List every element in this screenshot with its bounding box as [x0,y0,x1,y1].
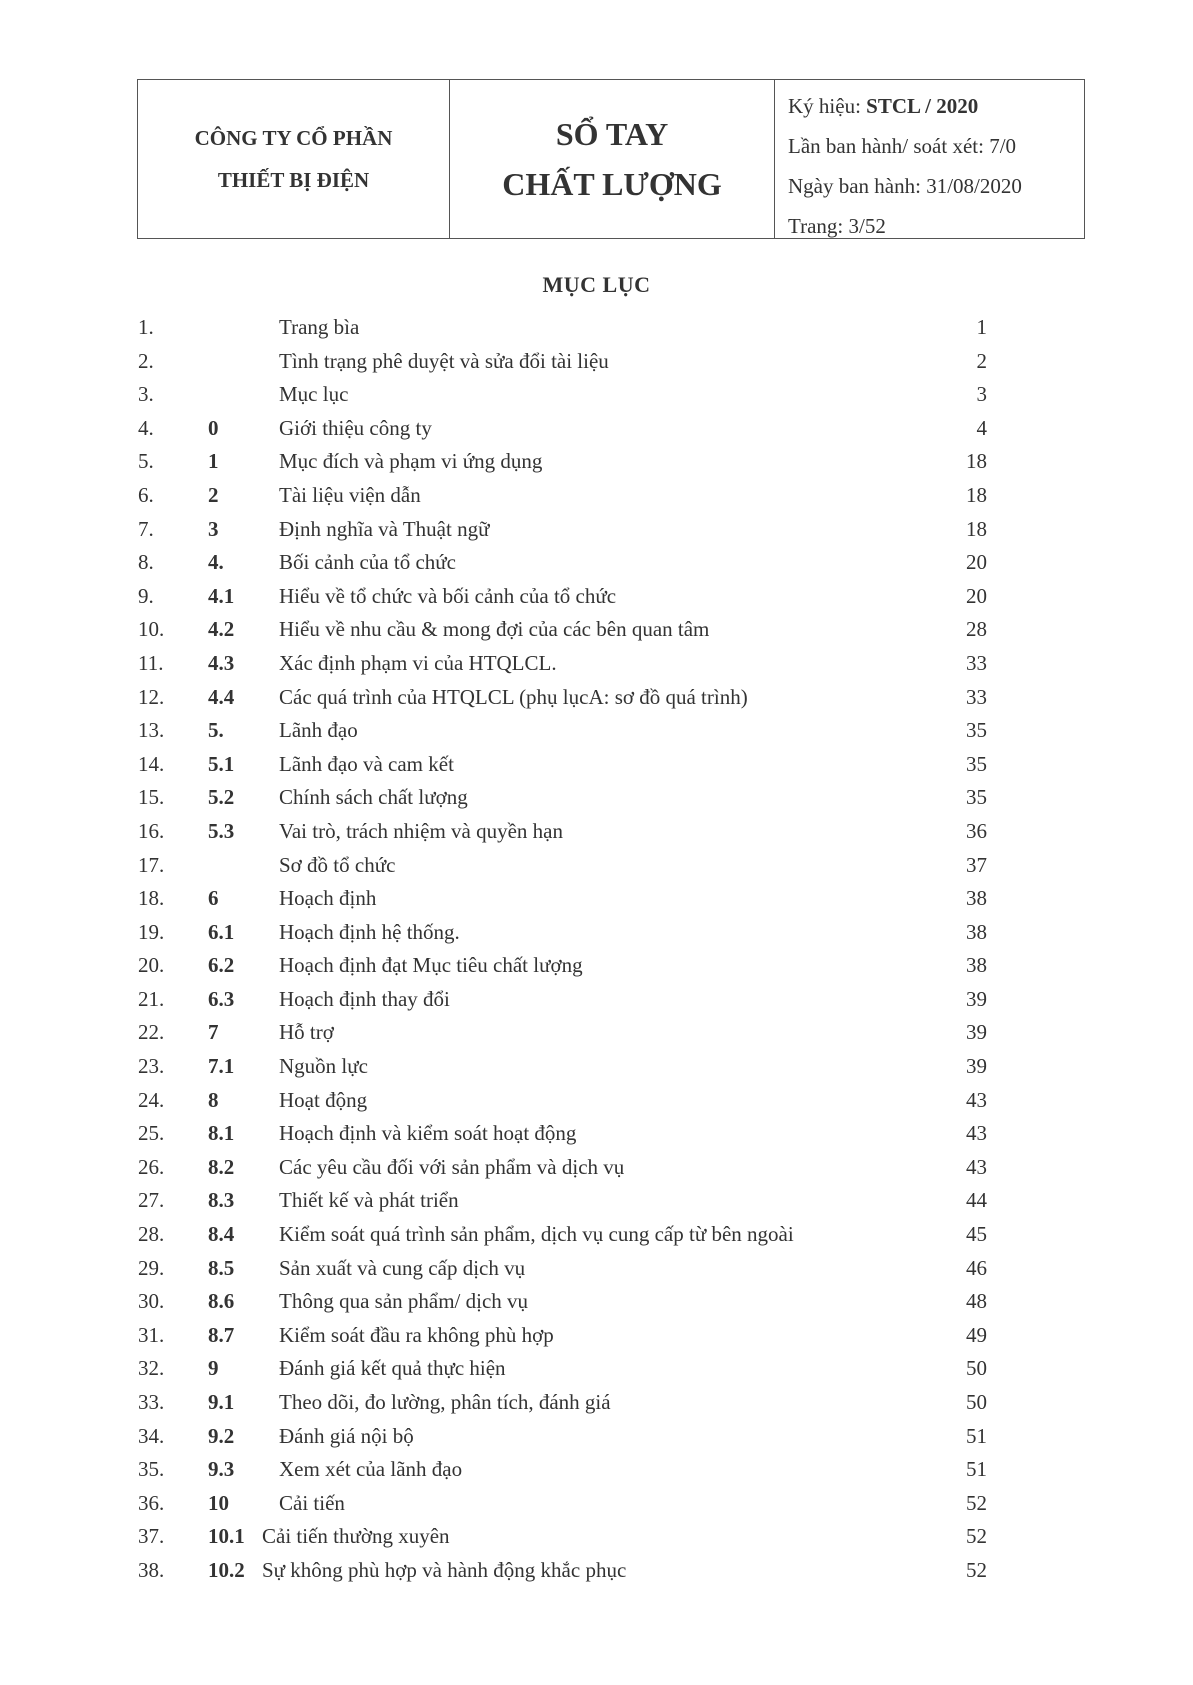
toc-entry-number: 23. [138,1054,165,1079]
toc-entry [0,714,1193,748]
toc-entry-title: Cải tiến [279,1490,345,1515]
toc-entry-section: 9.1 [208,1390,235,1414]
toc-entry [0,1319,1193,1353]
toc-entry-section: 7.1 [208,1054,235,1079]
toc-entry [0,1420,1193,1454]
toc-entry-page: 20 [966,550,987,575]
toc-entry-number: 14. [138,751,165,776]
toc-entry-section: 8 [208,1087,219,1112]
toc-entry-section: 8.7 [208,1322,235,1347]
toc-entry [0,1386,1193,1420]
toc-entry-section: 8.4 [208,1222,235,1247]
toc-entry-number: 3. [138,382,154,407]
toc-entry-number: 26. [138,1154,165,1179]
toc-entry-section: 8.6 [208,1289,235,1314]
toc-entry [0,949,1193,983]
toc-entry-page: 38 [966,953,987,978]
toc-entry [0,1184,1193,1218]
toc-entry-section: 3 [208,516,219,541]
toc-entry-page: 48 [966,1289,987,1314]
toc-entry-page: 52 [966,1490,987,1515]
toc-entry-title: Kiểm soát đầu ra không phù hợp [279,1322,554,1347]
toc-entry-section: 10.2 [208,1557,245,1582]
toc-entry [0,1117,1193,1151]
toc-entry-number: 29. [138,1255,165,1280]
toc-entry-number: 36. [138,1490,165,1515]
toc-entry-page: 3 [976,382,987,407]
toc-entry-number: 13. [138,718,165,743]
toc-entry-section: 8.5 [208,1255,235,1280]
toc-entry [0,781,1193,815]
toc-entry-page: 43 [966,1154,987,1179]
toc-entry [0,345,1193,379]
toc-entry [0,1554,1193,1588]
toc-entry-number: 17. [138,852,165,877]
toc-entry-number: 9. [138,583,154,608]
toc-entry [0,849,1193,883]
toc-entry-title: Hoạch định thay đổi [279,986,450,1011]
toc-entry-page: 38 [966,886,987,911]
toc-entry-title: Đánh giá nội bộ [279,1423,414,1448]
toc-entry-page: 51 [966,1457,987,1482]
toc-entry-section: 8.1 [208,1121,235,1146]
toc-entry-title: Lãnh đạo và cam kết [279,751,454,776]
toc-entry-title: Hoạch định [279,886,377,911]
toc-entry [0,1352,1193,1386]
toc-entry-number: 24. [138,1087,165,1112]
toc-entry-title: Kiểm soát quá trình sản phẩm, dịch vụ cung cấp từ bên ngoài [279,1222,794,1247]
toc-entry-section: 9 [208,1356,219,1381]
toc-entry-section: 6.3 [208,986,235,1011]
toc-entry-section: 9.3 [208,1457,235,1482]
toc-entry [0,378,1193,412]
page-indicator: Trang: 3/52 [788,214,886,238]
toc-entry-section: 6 [208,886,219,911]
toc-entry-title: Mục đích và phạm vi ứng dụng [279,449,543,474]
toc-entry-page: 39 [966,986,987,1011]
toc-entry-title: Chính sách chất lượng [279,785,468,810]
toc-entry-section: 4.4 [208,684,235,709]
toc-entry-section: 4.2 [208,617,235,642]
toc-entry-number: 16. [138,818,165,843]
toc-entry-page: 43 [966,1121,987,1146]
toc-entry-number: 31. [138,1322,165,1347]
company-name-line1: CÔNG TY CỔ PHẦN [194,126,393,150]
toc-entry-title: Định nghĩa và Thuật ngữ [279,516,490,541]
toc-entry-page: 45 [966,1222,987,1247]
toc-entry-section: 5.1 [208,751,235,776]
toc-entry-page: 44 [966,1188,987,1213]
toc-entry-page: 52 [966,1524,987,1549]
toc-entry [0,1050,1193,1084]
toc-entry [0,1487,1193,1521]
toc-entry-title: Mục lục [279,382,349,407]
toc-entry-section: 5. [208,718,224,743]
toc-entry-section: 5.2 [208,785,235,810]
toc-entry-title: Hỗ trợ [279,1020,334,1045]
toc-entry-page: 43 [966,1087,987,1112]
toc-entry-number: 19. [138,919,165,944]
toc-entry-number: 32. [138,1356,165,1381]
toc-entry-title: Hoạch định đạt Mục tiêu chất lượng [279,953,583,978]
toc-entry [0,1016,1193,1050]
toc-entry [0,983,1193,1017]
toc-entry-number: 12. [138,684,165,709]
toc-entry-section: 7 [208,1020,219,1045]
toc-entry-section: 4.3 [208,650,235,675]
company-name-line2: THIẾT BỊ ĐIỆN [217,168,370,192]
toc-entry-section: 9.2 [208,1423,235,1448]
toc-entry-section: 4. [208,550,224,575]
toc-entry [0,1453,1193,1487]
toc-entry [0,613,1193,647]
toc-entry-title: Sự không phù hợp và hành động khắc phục [262,1557,627,1582]
toc-entry-page: 38 [966,919,987,944]
toc-entry-page: 39 [966,1020,987,1045]
toc-entry [0,1285,1193,1319]
toc-entry-section: 6.2 [208,953,235,978]
toc-entry-title: Các quá trình của HTQLCL (phụ lụcA: sơ đồ quá trình) [279,684,748,709]
toc-entry [0,815,1193,849]
toc-entry-section: 8.2 [208,1154,235,1179]
meta-cell [775,80,1084,238]
toc-entry [0,546,1193,580]
toc-entry-page: 20 [966,583,987,608]
toc-entry-page: 35 [966,718,987,743]
toc-entry-page: 50 [966,1356,987,1381]
toc-entry-section: 8.3 [208,1188,235,1213]
toc-entry-title: Hoạch định và kiểm soát hoạt động [279,1121,577,1146]
toc-entry [0,1151,1193,1185]
toc-entry-section: 4.1 [208,583,235,608]
toc-entry-number: 28. [138,1222,165,1247]
toc-entry-title: Đánh giá kết quả thực hiện [279,1356,506,1381]
toc-entry-title: Thông qua sản phẩm/ dịch vụ [279,1289,529,1314]
toc-entry-title: Tình trạng phê duyệt và sửa đổi tài liệu [279,348,609,373]
toc-entry-number: 22. [138,1020,165,1045]
toc-entry-number: 38. [138,1557,165,1582]
toc-entry-number: 15. [138,785,165,810]
toc-entry-page: 35 [966,751,987,776]
toc-entry [0,1084,1193,1118]
toc-entry [0,882,1193,916]
toc-entry-page: 51 [966,1423,987,1448]
toc-entry-page: 46 [966,1255,987,1280]
toc-entry-number: 34. [138,1423,165,1448]
toc-entry-number: 30. [138,1289,165,1314]
toc-entry-section: 6.1 [208,919,235,944]
toc-entry-title: Hiểu về tổ chức và bối cảnh của tổ chức [279,583,617,608]
toc-entry-number: 21. [138,986,165,1011]
toc-entry-number: 8. [138,550,154,575]
toc-entry-page: 35 [966,785,987,810]
toc-entry-page: 18 [966,449,987,474]
toc-entry [0,513,1193,547]
toc-entry-page: 36 [966,818,987,843]
toc-entry-number: 27. [138,1188,165,1213]
toc-entry-title: Giới thiệu công ty [279,415,432,440]
toc-entry [0,681,1193,715]
toc-entry [0,445,1193,479]
toc-entry-number: 7. [138,516,154,541]
toc-entry-section: 1 [208,449,219,474]
document-header [137,79,1085,239]
toc-entry-number: 6. [138,482,154,507]
toc-entry [0,1252,1193,1286]
toc-entry [0,479,1193,513]
toc-entry-number: 35. [138,1457,165,1482]
revision-info: Lần ban hành/ soát xét: 7/0 [788,134,1017,158]
toc-entry-page: 37 [966,852,987,877]
toc-entry-number: 25. [138,1121,165,1146]
toc-entry-page: 18 [966,516,987,541]
document-code-value: STCL / 2020 [866,94,979,118]
toc-entry-title: Xác định phạm vi của HTQLCL. [279,650,557,675]
toc-entry [0,580,1193,614]
toc-entry-number: 20. [138,953,165,978]
toc-entry-page: 2 [976,348,987,373]
toc-entry [0,412,1193,446]
toc-entry-page: 1 [976,315,987,339]
toc-entry-page: 33 [966,650,987,675]
toc-entry-number: 2. [138,348,154,373]
toc-entry-number: 18. [138,886,165,911]
issue-date: Ngày ban hành: 31/08/2020 [788,174,1022,198]
toc-entry-section: 5.3 [208,818,235,843]
document-code [788,86,1084,126]
toc-entry-title: Vai trò, trách nhiệm và quyền hạn [279,818,563,843]
company-cell [138,80,450,238]
toc-entry-title: Tài liệu viện dẫn [279,482,421,507]
toc-entry-title: Theo dõi, đo lường, phân tích, đánh giá [279,1390,611,1414]
toc-entry [0,748,1193,782]
toc-entry-number: 1. [138,315,154,339]
toc-entry-title: Xem xét của lãnh đạo [279,1457,463,1482]
toc-entry-title: Lãnh đạo [279,718,358,743]
toc-entry-page: 49 [966,1322,987,1347]
toc-entry-title: Nguồn lực [279,1054,368,1079]
toc-entry-title: Thiết kế và phát triển [279,1188,459,1213]
table-of-contents [0,311,1193,1588]
toc-entry-number: 10. [138,617,165,642]
toc-entry-page: 50 [966,1390,987,1414]
toc-entry-page: 39 [966,1054,987,1079]
toc-entry-page: 33 [966,684,987,709]
toc-entry-page: 18 [966,482,987,507]
toc-entry-title: Bối cảnh của tổ chức [279,550,456,575]
toc-entry-section: 2 [208,482,219,507]
toc-entry-title: Hiểu về nhu cầu & mong đợi của các bên quan tâm [279,617,710,642]
toc-entry-number: 4. [138,415,154,440]
toc-entry-page: 4 [976,415,987,440]
toc-entry-number: 33. [138,1390,165,1414]
document-code-label: Ký hiệu: [788,94,867,118]
toc-entry-title: Hoạt động [279,1087,368,1112]
toc-entry-page: 52 [966,1557,987,1582]
toc-entry [0,1218,1193,1252]
document-title-line2: CHẤT LƯỢNG [502,166,722,202]
toc-entry-section: 0 [208,415,219,440]
toc-entry [0,647,1193,681]
toc-entry [0,916,1193,950]
toc-entry-number: 5. [138,449,154,474]
toc-entry-number: 37. [138,1524,165,1549]
toc-entry-number: 11. [138,650,164,675]
toc-entry-title: Các yêu cầu đối với sản phẩm và dịch vụ [279,1154,625,1179]
toc-entry-section: 10.1 [208,1524,245,1549]
title-cell [450,80,775,238]
toc-title: MỤC LỤC [542,272,651,297]
toc-entry-title: Sản xuất và cung cấp dịch vụ [279,1255,526,1280]
toc-entry [0,1520,1193,1554]
toc-entry-title: Cải tiến thường xuyên [262,1524,450,1549]
toc-entry-page: 28 [966,617,987,642]
toc-entry-title: Sơ đồ tổ chức [279,852,396,877]
document-title-line1: SỔ TAY [555,116,669,152]
toc-entry-title: Hoạch định hệ thống. [279,919,460,944]
toc-entry-section: 10 [208,1490,229,1515]
toc-entry [0,311,1193,345]
toc-entry-title: Trang bìa [279,315,360,339]
